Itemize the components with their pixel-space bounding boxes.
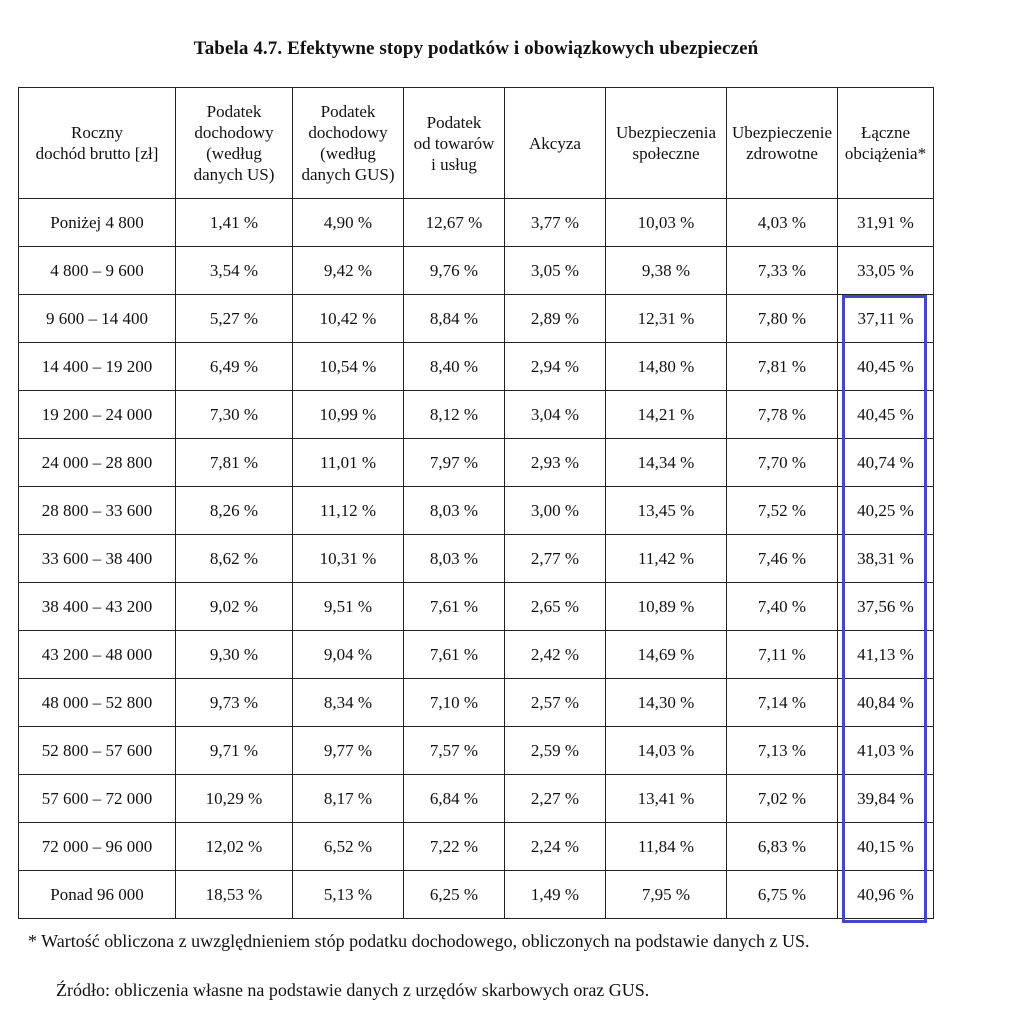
rate-cell: 3,04 % xyxy=(505,391,606,439)
column-header-line: Akcyza xyxy=(529,133,581,153)
rate-cell: 6,84 % xyxy=(404,775,505,823)
rate-cell: 14,21 % xyxy=(606,391,727,439)
rate-cell: 11,42 % xyxy=(606,535,727,583)
rate-cell: 6,52 % xyxy=(293,823,404,871)
rate-cell: 38,31 % xyxy=(838,535,934,583)
rate-cell: 2,59 % xyxy=(505,727,606,775)
rate-cell: 7,97 % xyxy=(404,439,505,487)
column-header-line: dochód brutto [zł] xyxy=(35,144,159,163)
header-row xyxy=(19,88,934,199)
column-header-7 xyxy=(838,88,934,199)
rate-cell: 10,03 % xyxy=(606,199,727,247)
rate-cell: 9,77 % xyxy=(293,727,404,775)
column-header-line: społeczne xyxy=(632,144,700,163)
table-row xyxy=(19,343,934,391)
rate-cell: 7,95 % xyxy=(606,871,727,919)
rate-cell: 8,17 % xyxy=(293,775,404,823)
income-bracket-cell: 57 600 – 72 000 xyxy=(19,775,176,823)
rate-cell: 3,54 % xyxy=(176,247,293,295)
column-header-line: danych GUS) xyxy=(301,165,395,184)
rate-cell: 10,99 % xyxy=(293,391,404,439)
rate-cell: 7,11 % xyxy=(727,631,838,679)
income-bracket-cell: Ponad 96 000 xyxy=(19,871,176,919)
rate-cell: 41,03 % xyxy=(838,727,934,775)
income-bracket-cell: 19 200 – 24 000 xyxy=(19,391,176,439)
rate-cell: 2,42 % xyxy=(505,631,606,679)
table-header xyxy=(19,88,934,199)
rate-cell: 2,93 % xyxy=(505,439,606,487)
income-bracket-cell: 48 000 – 52 800 xyxy=(19,679,176,727)
rate-cell: 2,27 % xyxy=(505,775,606,823)
rate-cell: 3,77 % xyxy=(505,199,606,247)
income-bracket-cell: 9 600 – 14 400 xyxy=(19,295,176,343)
income-bracket-cell: 4 800 – 9 600 xyxy=(19,247,176,295)
rate-cell: 2,77 % xyxy=(505,535,606,583)
rate-cell: 18,53 % xyxy=(176,871,293,919)
rate-cell: 33,05 % xyxy=(838,247,934,295)
rate-cell: 31,91 % xyxy=(838,199,934,247)
rate-cell: 40,25 % xyxy=(838,487,934,535)
income-bracket-cell: 52 800 – 57 600 xyxy=(19,727,176,775)
rate-cell: 39,84 % xyxy=(838,775,934,823)
rate-cell: 2,65 % xyxy=(505,583,606,631)
rate-cell: 7,10 % xyxy=(404,679,505,727)
rate-cell: 12,31 % xyxy=(606,295,727,343)
column-header-line: Podatek xyxy=(206,102,262,121)
rate-cell: 6,49 % xyxy=(176,343,293,391)
table-row xyxy=(19,727,934,775)
rate-cell: 7,78 % xyxy=(727,391,838,439)
table-row xyxy=(19,295,934,343)
rate-cell: 2,89 % xyxy=(505,295,606,343)
rate-cell: 7,52 % xyxy=(727,487,838,535)
rate-cell: 11,84 % xyxy=(606,823,727,871)
rate-cell: 2,24 % xyxy=(505,823,606,871)
rate-cell: 11,01 % xyxy=(293,439,404,487)
tax-rates-table xyxy=(18,87,934,919)
rate-cell: 10,31 % xyxy=(293,535,404,583)
column-header-line: i usług xyxy=(431,154,477,174)
rate-cell: 8,40 % xyxy=(404,343,505,391)
column-header-line: Ubezpieczenie xyxy=(731,123,833,142)
rate-cell: 10,29 % xyxy=(176,775,293,823)
column-header-line: zdrowotne xyxy=(746,144,818,163)
rate-cell: 41,13 % xyxy=(838,631,934,679)
rate-cell: 1,49 % xyxy=(505,871,606,919)
column-header-line: Ubezpieczenia xyxy=(615,123,717,142)
income-bracket-cell: 14 400 – 19 200 xyxy=(19,343,176,391)
column-header-2 xyxy=(293,88,404,199)
table-row xyxy=(19,871,934,919)
rate-cell: 14,03 % xyxy=(606,727,727,775)
column-header-0 xyxy=(19,88,176,199)
rate-cell: 11,12 % xyxy=(293,487,404,535)
column-header-1 xyxy=(176,88,293,199)
rate-cell: 40,15 % xyxy=(838,823,934,871)
rate-cell: 7,81 % xyxy=(727,343,838,391)
column-header-line: Podatek xyxy=(320,102,376,121)
rate-cell: 9,02 % xyxy=(176,583,293,631)
rate-cell: 7,70 % xyxy=(727,439,838,487)
rate-cell: 2,94 % xyxy=(505,343,606,391)
rate-cell: 7,30 % xyxy=(176,391,293,439)
column-header-line: dochodowy xyxy=(308,123,388,142)
rate-cell: 5,13 % xyxy=(293,871,404,919)
column-header-line: dochodowy xyxy=(194,123,274,142)
rate-cell: 8,03 % xyxy=(404,535,505,583)
table-body xyxy=(19,199,934,919)
rate-cell: 7,57 % xyxy=(404,727,505,775)
rate-cell: 6,75 % xyxy=(727,871,838,919)
column-header-line: Podatek xyxy=(426,112,482,132)
rate-cell: 7,61 % xyxy=(404,631,505,679)
table-row xyxy=(19,439,934,487)
rate-cell: 7,80 % xyxy=(727,295,838,343)
table-row xyxy=(19,391,934,439)
rate-cell: 9,51 % xyxy=(293,583,404,631)
table-row xyxy=(19,199,934,247)
column-header-5 xyxy=(606,88,727,199)
rate-cell: 10,54 % xyxy=(293,343,404,391)
rate-cell: 7,46 % xyxy=(727,535,838,583)
rate-cell: 10,89 % xyxy=(606,583,727,631)
rate-cell: 40,96 % xyxy=(838,871,934,919)
column-header-3 xyxy=(404,88,505,199)
income-bracket-cell: Poniżej 4 800 xyxy=(19,199,176,247)
rate-cell: 4,03 % xyxy=(727,199,838,247)
rate-cell: 40,45 % xyxy=(838,391,934,439)
rate-cell: 3,05 % xyxy=(505,247,606,295)
column-header-line: (według xyxy=(320,144,376,163)
column-header-line: (według xyxy=(206,144,262,163)
table-row xyxy=(19,583,934,631)
column-header-line: Roczny xyxy=(71,123,123,142)
rate-cell: 7,33 % xyxy=(727,247,838,295)
table-row xyxy=(19,679,934,727)
rate-cell: 14,34 % xyxy=(606,439,727,487)
rate-cell: 9,76 % xyxy=(404,247,505,295)
rate-cell: 12,02 % xyxy=(176,823,293,871)
rate-cell: 9,04 % xyxy=(293,631,404,679)
rate-cell: 7,14 % xyxy=(727,679,838,727)
rate-cell: 7,40 % xyxy=(727,583,838,631)
rate-cell: 8,12 % xyxy=(404,391,505,439)
footnote: * Wartość obliczona z uwzględnieniem stóp podatku dochodowego, obliczonych na podstawie danych z US. xyxy=(28,931,810,951)
rate-cell: 7,61 % xyxy=(404,583,505,631)
rate-cell: 8,26 % xyxy=(176,487,293,535)
rate-cell: 10,42 % xyxy=(293,295,404,343)
rate-cell: 4,90 % xyxy=(293,199,404,247)
table-row xyxy=(19,487,934,535)
rate-cell: 9,73 % xyxy=(176,679,293,727)
rate-cell: 9,38 % xyxy=(606,247,727,295)
rate-cell: 37,11 % xyxy=(838,295,934,343)
rate-cell: 7,13 % xyxy=(727,727,838,775)
column-header-4 xyxy=(505,88,606,199)
rate-cell: 14,30 % xyxy=(606,679,727,727)
table-row xyxy=(19,535,934,583)
income-bracket-cell: 72 000 – 96 000 xyxy=(19,823,176,871)
rate-cell: 13,41 % xyxy=(606,775,727,823)
source-note: Źródło: obliczenia własne na podstawie danych z urzędów skarbowych oraz GUS. xyxy=(56,980,650,1000)
rate-cell: 9,42 % xyxy=(293,247,404,295)
rate-cell: 8,34 % xyxy=(293,679,404,727)
rate-cell: 37,56 % xyxy=(838,583,934,631)
table-row xyxy=(19,631,934,679)
rate-cell: 7,81 % xyxy=(176,439,293,487)
rate-cell: 3,00 % xyxy=(505,487,606,535)
rate-cell: 12,67 % xyxy=(404,199,505,247)
rate-cell: 9,71 % xyxy=(176,727,293,775)
rate-cell: 6,25 % xyxy=(404,871,505,919)
rate-cell: 14,80 % xyxy=(606,343,727,391)
rate-cell: 8,62 % xyxy=(176,535,293,583)
income-bracket-cell: 28 800 – 33 600 xyxy=(19,487,176,535)
income-bracket-cell: 43 200 – 48 000 xyxy=(19,631,176,679)
rate-cell: 40,74 % xyxy=(838,439,934,487)
rate-cell: 6,83 % xyxy=(727,823,838,871)
rate-cell: 8,84 % xyxy=(404,295,505,343)
rate-cell: 8,03 % xyxy=(404,487,505,535)
table-title: Tabela 4.7. Efektywne stopy podatków i obowiązkowych ubezpieczeń xyxy=(193,38,759,59)
rate-cell: 7,22 % xyxy=(404,823,505,871)
income-bracket-cell: 38 400 – 43 200 xyxy=(19,583,176,631)
income-bracket-cell: 24 000 – 28 800 xyxy=(19,439,176,487)
table-row xyxy=(19,823,934,871)
rate-cell: 1,41 % xyxy=(176,199,293,247)
column-header-6 xyxy=(727,88,838,199)
rate-cell: 40,84 % xyxy=(838,679,934,727)
rate-cell: 9,30 % xyxy=(176,631,293,679)
column-header-line: danych US) xyxy=(193,165,275,184)
rate-cell: 7,02 % xyxy=(727,775,838,823)
table-row xyxy=(19,775,934,823)
column-header-line: od towarów xyxy=(413,133,495,153)
income-bracket-cell: 33 600 – 38 400 xyxy=(19,535,176,583)
rate-cell: 40,45 % xyxy=(838,343,934,391)
rate-cell: 2,57 % xyxy=(505,679,606,727)
column-header-line: Łączne xyxy=(860,123,911,142)
rate-cell: 5,27 % xyxy=(176,295,293,343)
table-row xyxy=(19,247,934,295)
rate-cell: 13,45 % xyxy=(606,487,727,535)
rate-cell: 14,69 % xyxy=(606,631,727,679)
column-header-line: obciążenia* xyxy=(844,144,927,163)
